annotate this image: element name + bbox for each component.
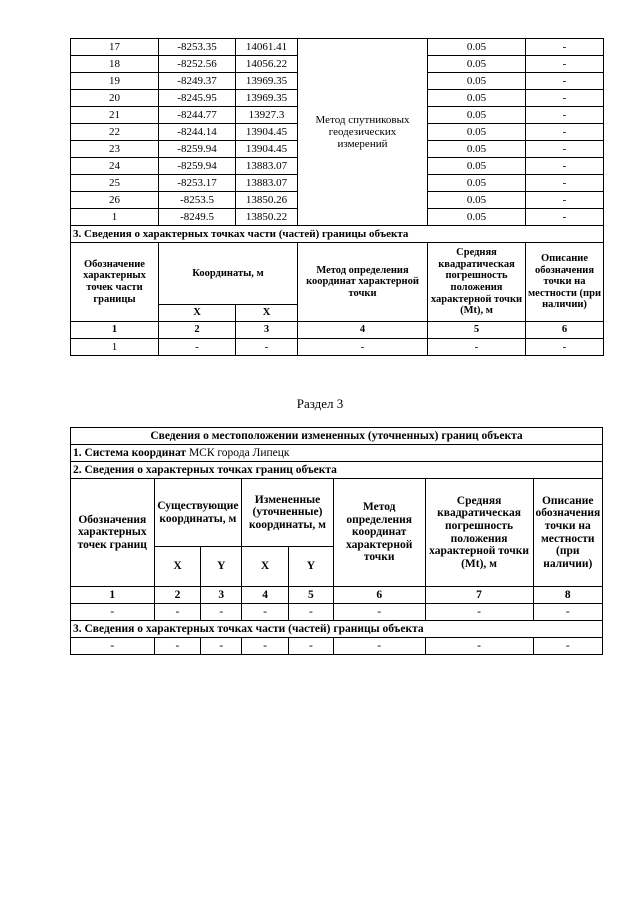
coord-y: 13969.35	[236, 73, 298, 90]
point-description: -	[526, 39, 604, 56]
point-number: 1	[71, 209, 159, 226]
coord-x: -8253.17	[159, 175, 236, 192]
mt-value: 0.05	[428, 141, 526, 158]
coord-x: -8259.94	[159, 158, 236, 175]
header-method: Метод определения координат характерной точки	[333, 479, 425, 587]
header-description: Описание обозначения точки на местности (при наличии)	[533, 479, 602, 587]
data-cell: -	[289, 604, 334, 621]
data-cell: -	[159, 339, 236, 356]
coord-x: -8244.77	[159, 107, 236, 124]
header-method: Метод определения координат характерной точки	[298, 243, 428, 322]
column-number: 4	[242, 587, 289, 604]
point-description: -	[526, 124, 604, 141]
coord-y: 13969.35	[236, 90, 298, 107]
mt-value: 0.05	[428, 158, 526, 175]
point-number: 22	[71, 124, 159, 141]
data-cell: -	[526, 339, 604, 356]
mt-value: 0.05	[428, 124, 526, 141]
column-number: 1	[71, 587, 155, 604]
point-description: -	[526, 141, 604, 158]
data-cell: -	[242, 638, 289, 655]
point-description: -	[526, 192, 604, 209]
coordinate-system-label: 1. Система координат	[73, 446, 187, 459]
coord-y: 14061.41	[236, 39, 298, 56]
method-cell: Метод спутниковых геодезических измерений	[298, 39, 428, 226]
column-number: 3	[236, 322, 298, 339]
data-cell: -	[154, 638, 201, 655]
column-number: 7	[425, 587, 533, 604]
point-description: -	[526, 56, 604, 73]
header-description: Описание обозначения точки на местности (при наличии)	[526, 243, 604, 322]
data-cell: -	[201, 604, 242, 621]
data-cell: -	[333, 638, 425, 655]
data-cell: -	[425, 638, 533, 655]
point-description: -	[526, 158, 604, 175]
header-x-existing: X	[154, 547, 201, 587]
column-number: 5	[428, 322, 526, 339]
column-number: 6	[333, 587, 425, 604]
point-number: 18	[71, 56, 159, 73]
point-number: 21	[71, 107, 159, 124]
coord-y: 13850.26	[236, 192, 298, 209]
point-description: -	[526, 175, 604, 192]
coord-y: 13927.3	[236, 107, 298, 124]
column-number: 1	[71, 322, 159, 339]
header-y-changed: Y	[289, 547, 334, 587]
point-description: -	[526, 209, 604, 226]
header-coords: Координаты, м	[159, 243, 298, 305]
mt-value: 0.05	[428, 209, 526, 226]
mt-value: 0.05	[428, 73, 526, 90]
point-number: 24	[71, 158, 159, 175]
coord-x: -8245.95	[159, 90, 236, 107]
coordinates-table-continued	[70, 38, 604, 356]
point-number: 17	[71, 39, 159, 56]
point-description: -	[526, 107, 604, 124]
data-cell: -	[533, 638, 602, 655]
coord-x: -8259.94	[159, 141, 236, 158]
data-cell: -	[71, 604, 155, 621]
coord-x: -8244.14	[159, 124, 236, 141]
data-cell: -	[428, 339, 526, 356]
column-number: 5	[289, 587, 334, 604]
mt-value: 0.05	[428, 39, 526, 56]
section-2-title: 2. Сведения о характерных точках границ объекта	[71, 462, 603, 479]
coord-y: 14056.22	[236, 56, 298, 73]
point-description: -	[526, 73, 604, 90]
mt-value: 0.05	[428, 90, 526, 107]
header-mt: Средняя квадратическая погрешность положения характерной точки (Mt), м	[425, 479, 533, 587]
section-heading: Раздел 3	[296, 396, 344, 411]
header-y: X	[236, 305, 298, 322]
table-row	[71, 39, 604, 56]
data-cell: -	[71, 638, 155, 655]
point-number: 19	[71, 73, 159, 90]
section-3-title: 3. Сведения о характерных точках части (частей) границы объекта	[71, 226, 604, 243]
mt-value: 0.05	[428, 192, 526, 209]
section-3-title: 3. Сведения о характерных точках части (частей) границы объекта	[71, 621, 603, 638]
coord-x: -8253.5	[159, 192, 236, 209]
coordinate-system-value: МСК города Липецк	[188, 446, 290, 459]
header-existing-coords: Существующие координаты, м	[154, 479, 242, 547]
column-number: 2	[154, 587, 201, 604]
column-number: 3	[201, 587, 242, 604]
coord-y: 13904.45	[236, 124, 298, 141]
column-number: 4	[298, 322, 428, 339]
point-number: 23	[71, 141, 159, 158]
coord-x: -8252.56	[159, 56, 236, 73]
column-number: 2	[159, 322, 236, 339]
data-cell: -	[289, 638, 334, 655]
data-cell: -	[533, 604, 602, 621]
header-x-changed: X	[242, 547, 289, 587]
point-number: 25	[71, 175, 159, 192]
coordinate-system-row	[71, 445, 603, 462]
point-description: -	[526, 90, 604, 107]
mt-value: 0.05	[428, 175, 526, 192]
data-cell: -	[425, 604, 533, 621]
header-designation: Обозначение характерных точек части границы	[71, 243, 159, 322]
header-changed-coords: Измененные (уточненные) координаты, м	[242, 479, 334, 547]
data-cell: -	[236, 339, 298, 356]
table-title: Сведения о местоположении измененных (уточненных) границ объекта	[71, 428, 603, 445]
coord-x: -8249.37	[159, 73, 236, 90]
column-number: 6	[526, 322, 604, 339]
data-cell: -	[154, 604, 201, 621]
coord-y: 13883.07	[236, 175, 298, 192]
point-number: 20	[71, 90, 159, 107]
changed-boundaries-table	[70, 427, 603, 655]
coord-x: -8253.35	[159, 39, 236, 56]
coord-y: 13904.45	[236, 141, 298, 158]
header-x: X	[159, 305, 236, 322]
coord-y: 13883.07	[236, 158, 298, 175]
column-number: 8	[533, 587, 602, 604]
data-cell: -	[201, 638, 242, 655]
data-cell: 1	[71, 339, 159, 356]
data-cell: -	[242, 604, 289, 621]
header-y-existing: Y	[201, 547, 242, 587]
coord-x: -8249.5	[159, 209, 236, 226]
data-cell: -	[298, 339, 428, 356]
coord-y: 13850.22	[236, 209, 298, 226]
point-number: 26	[71, 192, 159, 209]
mt-value: 0.05	[428, 107, 526, 124]
data-cell: -	[333, 604, 425, 621]
mt-value: 0.05	[428, 56, 526, 73]
header-designation: Обозначения характерных точек границ	[71, 479, 155, 587]
header-mt: Средняя квадратическая погрешность положения характерной точки (Mt), м	[428, 243, 526, 322]
